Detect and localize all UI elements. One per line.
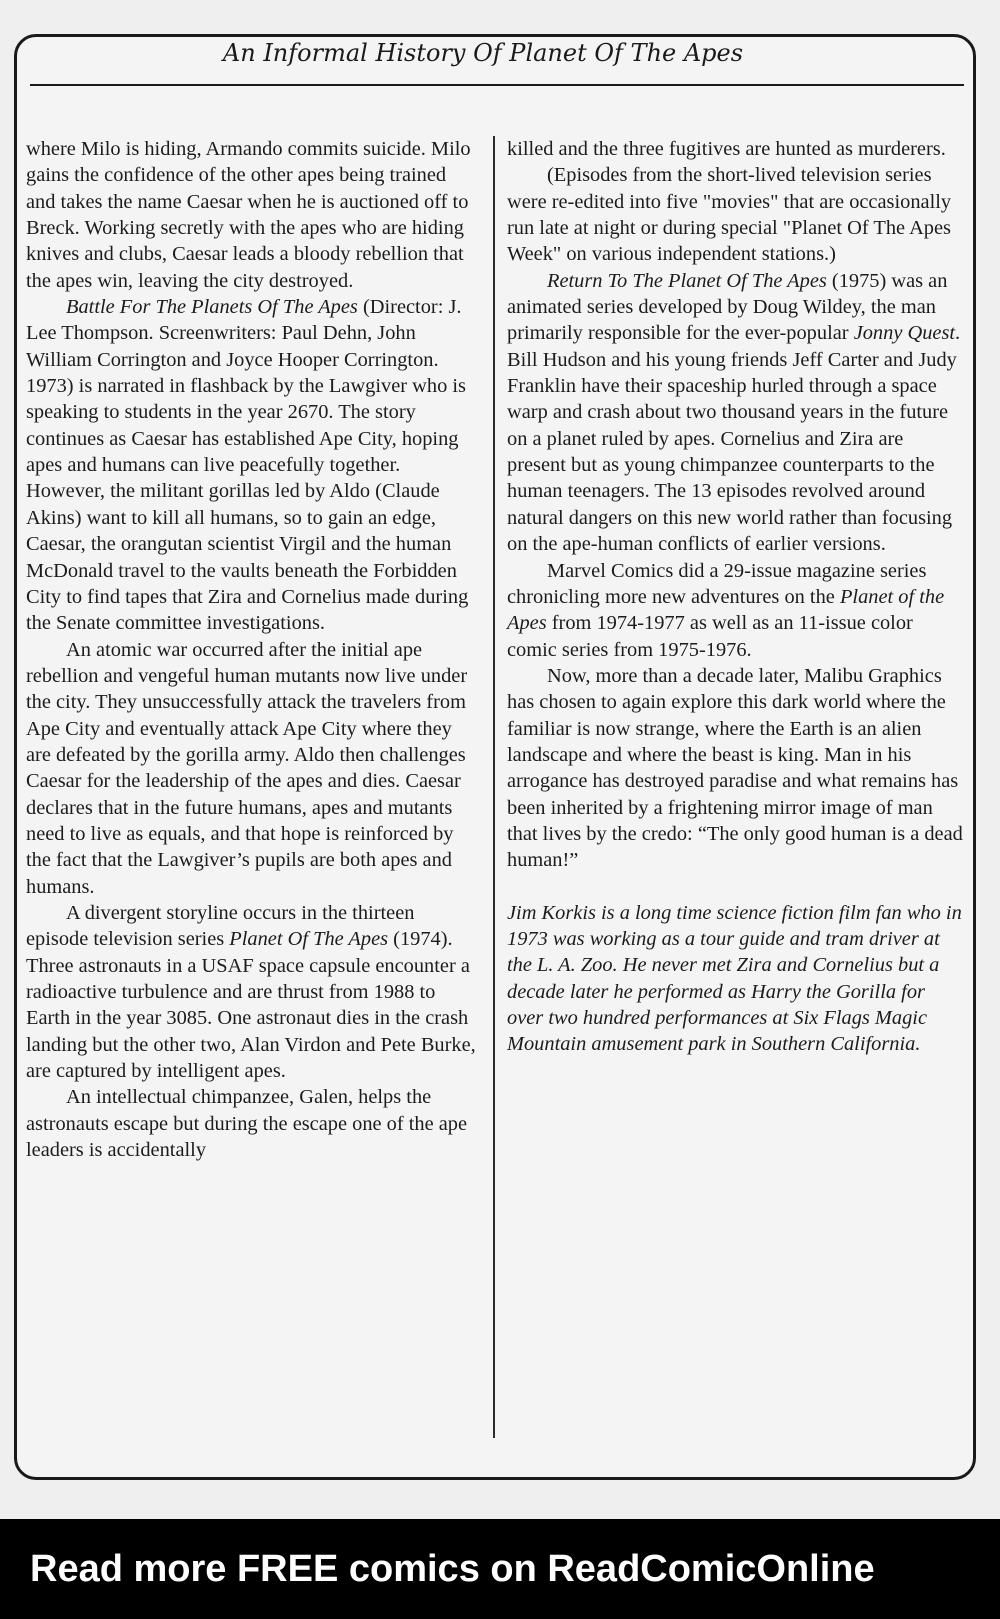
paragraph-text: A divergent storyline occurs in the thirteen episode television series: [26, 901, 415, 951]
paragraph-text: (1975) was an animated series developed by Doug Wildey, the man primarily responsible for the ever-popular: [507, 269, 948, 345]
paragraph: [26, 900, 478, 1084]
paragraph-text: Marvel Comics did a 29-issue magazine series chronicling more new adventures on the: [507, 559, 927, 608]
paragraph: killed and the three fugitives are hunted as murderers.: [507, 138, 946, 160]
left-text-column: [26, 136, 478, 1163]
paragraph: where Milo is hiding, Armando commits suicide. Milo gains the confidence of the other apes being trained and takes the name Caesar when he is auctioned off to Breck. Working secretly with the apes who are hiding knives and clubs, Caesar leads a bloody rebellion that the apes win, leaving the city destroyed.: [26, 138, 471, 292]
paragraph: [507, 268, 965, 558]
film-title: Battle For The Planets Of The Apes: [66, 296, 358, 319]
paragraph: Now, more than a decade later, Malibu Graphics has chosen to again explore this dark world where the familiar is now strange, where the Earth is an alien landscape and where the beast is king. Man in his arrogance has destroyed paradise and what remains has been inherited by a frightening mirror image of man that lives by the credo: “The only good human is a dead human!”: [507, 664, 963, 872]
header-divider: [30, 84, 964, 86]
right-text-column: [507, 136, 965, 1058]
paragraph: (Episodes from the short-lived television series were re-edited into five "movies" that are occasionally run late at night or during special "Planet Of The Apes Week" on various independent stations.): [507, 164, 952, 266]
paragraph-text: from 1974-1977 as well as an 11-issue color comic series from 1975-1976.: [507, 612, 913, 661]
author-bio: Jim Korkis is a long time science fiction film fan who in 1973 was working as a tour guide and tram driver at the L. A. Zoo. He never met Zira and Cornelius but a decade later he performed as Harry the Gorilla for over two hundred performances at Six Flags Magic Mountain amusement park in Southern California.: [507, 901, 962, 1056]
paragraph: An intellectual chimpanzee, Galen, helps the astronauts escape but during the escape one of the ape leaders is accidentally: [26, 1086, 468, 1162]
comic-title: Planet of the Apes: [507, 585, 945, 635]
paragraph-text: (Director: J. Lee Thompson. Screenwriters: Paul Dehn, John William Corrington and Joyce Hooper Corrington. 1973) is narrated in flashback by the Lawgiver who is speaking to students in the year 2670. The story continues as Caesar has established Ape City, hoping apes and humans can live peacefully together. However, the militant gorillas led by Aldo (Claude Akins) want to kill all humans, so to gain an edge, Caesar, the orangutan scientist Virgil and the human McDonald travel to the vaults beneath the Forbidden City to find tapes that Zira and Cornelius made during the Senate committee investigations.: [26, 296, 469, 635]
column-divider: [493, 136, 495, 1438]
paragraph: [26, 294, 478, 636]
page-title: An Informal History Of Planet Of The Apes: [222, 39, 744, 67]
series-title: Jonny Quest: [853, 322, 956, 345]
promo-banner[interactable]: [0, 1519, 1000, 1619]
paragraph: An atomic war occurred after the initial ape rebellion and vengeful human mutants now live under the city. They unsuccessfully attack the travelers from Ape City and eventually attack Ape City where they are defeated by the gorilla army. Aldo then challenges Caesar for the leadership of the apes and dies. Caesar declares that in the future humans, apes and mutants need to live as equals, and that hope is reinforced by the fact that the Lawgiver’s pupils are both apes and humans.: [26, 638, 468, 898]
paragraph-text: (1974). Three astronauts in a USAF space capsule encounter a radioactive turbulence and are thrust from 1988 to Earth in the year 3085. One astronaut dies in the crash landing but the other two, Alan Virdon and Pete Burke, are captured by intelligent apes.: [26, 928, 476, 1083]
paragraph: [507, 558, 965, 663]
paragraph-text: . Bill Hudson and his young friends Jeff Carter and Judy Franklin have their spaceship hurled through a space warp and crash about two thousand years in the future on a planet ruled by apes. Cornelius and Zira are present but as young chimpanzee counterparts to the human teenagers. The 13 episodes revolved around natural dangers on this new world rather than focusing on the ape-human conflicts of earlier versions.: [507, 322, 961, 556]
promo-banner-text: Read more FREE comics on ReadComicOnline: [30, 1548, 875, 1590]
series-title: Planet Of The Apes: [229, 928, 389, 951]
series-title: Return To The Planet Of The Apes: [547, 269, 827, 292]
